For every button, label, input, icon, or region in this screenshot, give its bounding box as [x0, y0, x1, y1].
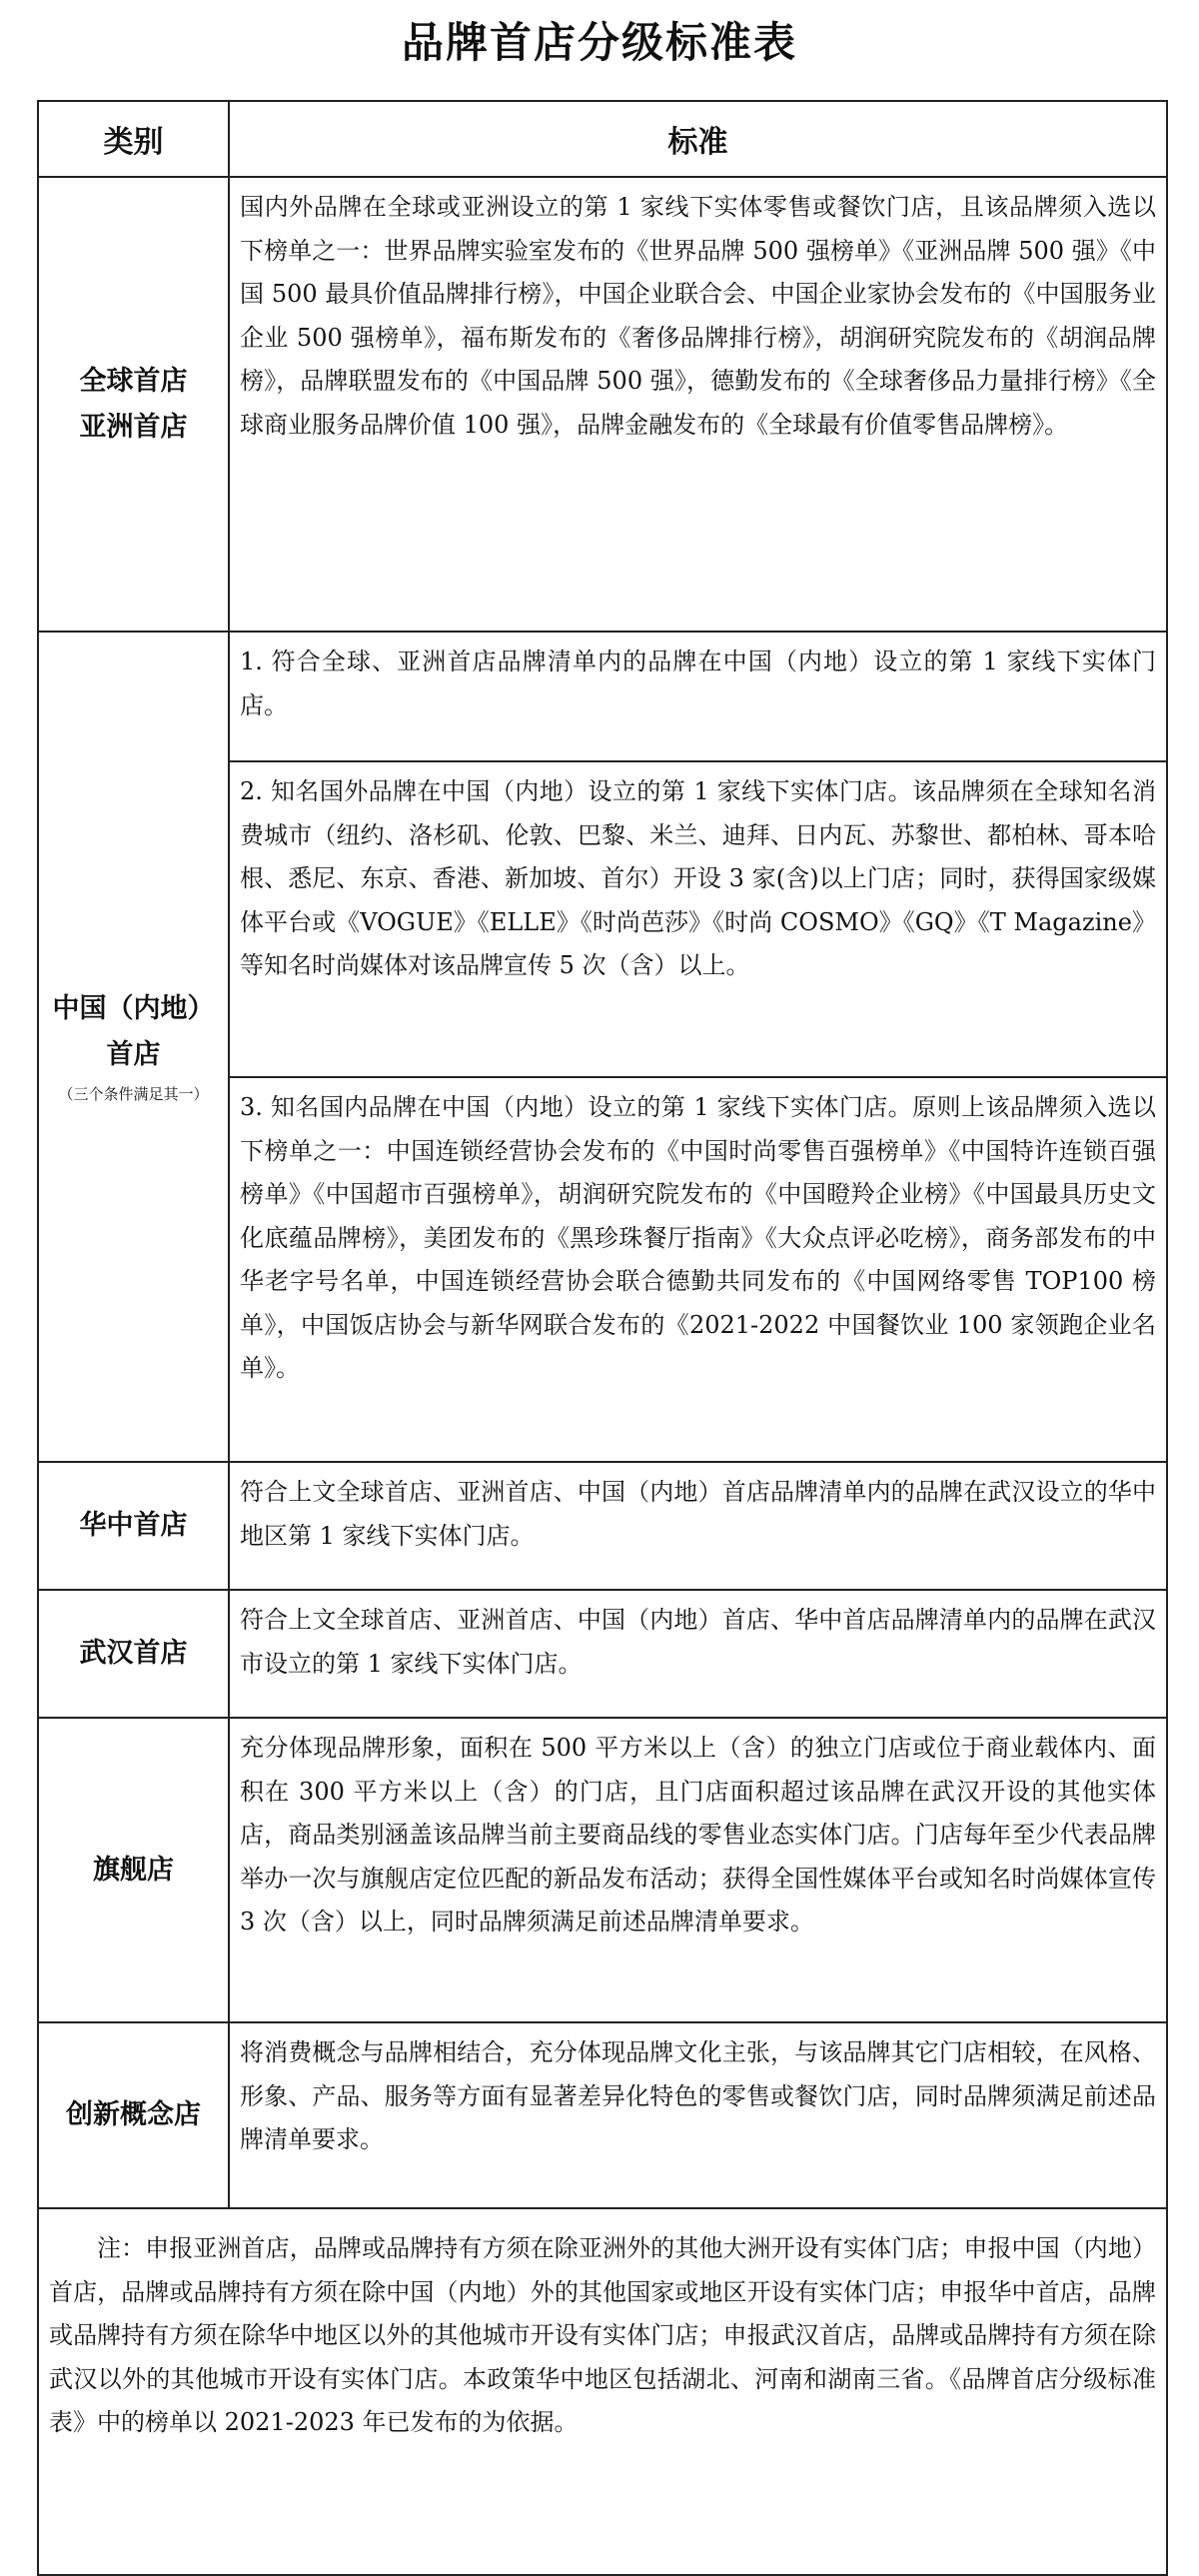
category-label: 华中首店 — [79, 1510, 188, 1541]
category-innovation-concept — [38, 2022, 229, 2208]
table-row — [38, 177, 1167, 632]
standards-table — [37, 100, 1168, 2576]
document-title: 品牌首店分级标准表 — [401, 18, 797, 67]
table-row — [38, 2208, 1167, 2575]
table-row — [38, 2022, 1167, 2208]
standard-china-condition-2: 2. 知名国外品牌在中国（内地）设立的第 1 家线下实体门店。该品牌须在全球知名消费城市（纽约、洛杉矶、伦敦、巴黎、米兰、迪拜、日内瓦、苏黎世、都柏林、哥本哈根、悉尼、东京、香港、新加坡、首尔）开设 3 家(含)以上门店；同时，获得国家级媒体平台或《VOGUE》《ELLE》《时尚芭莎》《时尚 COSMO》《GQ》《T Magazine》等知名时尚媒体对该品牌宣传 5 次（含）以上。 — [229, 761, 1167, 1077]
category-label: 亚洲首店 — [79, 411, 188, 443]
footnote: 注：申报亚洲首店，品牌或品牌持有方须在除亚洲外的其他大洲开设有实体门店；申报中国（内地）首店，品牌或品牌持有方须在除中国（内地）外的其他国家或地区开设有实体门店；申报华中首店，品牌或品牌持有方须在除华中地区以外的其他城市开设有实体门店；申报武汉首店，品牌或品牌持有方须在除武汉以外的其他城市开设有实体门店。本政策华中地区包括湖北、河南和湖南三省。《品牌首店分级标准表》中的榜单以 2021-2023 年已发布的为依据。 — [38, 2208, 1167, 2575]
category-label: 旗舰店 — [93, 1854, 174, 1886]
category-flagship — [38, 1718, 229, 2022]
category-note: （三个条件满足其一） — [58, 1084, 209, 1103]
header-category: 类别 — [38, 101, 229, 177]
category-label: 创新概念店 — [66, 2099, 201, 2130]
category-label: 中国（内地） — [52, 992, 215, 1024]
category-global-asia — [38, 177, 229, 632]
table-header-row — [38, 101, 1167, 177]
table-row — [38, 1590, 1167, 1718]
category-label: 全球首店 — [79, 365, 188, 397]
table-row — [38, 1718, 1167, 2022]
category-central-china — [38, 1462, 229, 1590]
standard-flagship: 充分体现品牌形象，面积在 500 平方米以上（含）的独立门店或位于商业载体内、面积在 300 平方米以上（含）的门店，且门店面积超过该品牌在武汉开设的其他实体店，商品类别涵盖该品牌当前主要商品线的零售业态实体门店。门店每年至少代表品牌举办一次与旗舰店定位匹配的新品发布活动；获得全国性媒体平台或知名时尚媒体宣传 3 次（含）以上，同时品牌须满足前述品牌清单要求。 — [229, 1718, 1167, 2022]
standard-china-condition-3: 3. 知名国内品牌在中国（内地）设立的第 1 家线下实体门店。原则上该品牌须入选以下榜单之一：中国连锁经营协会发布的《中国时尚零售百强榜单》《中国特许连锁百强榜单》《中国超市百强榜单》，胡润研究院发布的《中国瞪羚企业榜》《中国最具历史文化底蕴品牌榜》，美团发布的《黑珍珠餐厅指南》《大众点评必吃榜》，商务部发布的中华老字号名单，中国连锁经营协会联合德勤共同发布的《中国网络零售 TOP100 榜单》，中国饭店协会与新华网联合发布的《2021-2022 中国餐饮业 100 家领跑企业名单》。 — [229, 1077, 1167, 1462]
category-label: 武汉首店 — [79, 1638, 188, 1669]
table-row — [38, 632, 1167, 761]
header-standard: 标准 — [229, 101, 1167, 177]
standard-china-condition-1: 1. 符合全球、亚洲首店品牌清单内的品牌在中国（内地）设立的第 1 家线下实体门店。 — [229, 632, 1167, 761]
standard-central-china: 符合上文全球首店、亚洲首店、中国（内地）首店品牌清单内的品牌在武汉设立的华中地区第 1 家线下实体门店。 — [229, 1462, 1167, 1590]
standard-wuhan: 符合上文全球首店、亚洲首店、中国（内地）首店、华中首店品牌清单内的品牌在武汉市设立的第 1 家线下实体门店。 — [229, 1590, 1167, 1718]
table-row — [38, 1462, 1167, 1590]
standard-global-asia: 国内外品牌在全球或亚洲设立的第 1 家线下实体零售或餐饮门店，且该品牌须入选以下榜单之一：世界品牌实验室发布的《世界品牌 500 强榜单》《亚洲品牌 500 强》《中国 500 最具价值品牌排行榜》，中国企业联合会、中国企业家协会发布的《中国服务业企业 500 强榜单》，福布斯发布的《奢侈品牌排行榜》，胡润研究院发布的《胡润品牌榜》，品牌联盟发布的《中国品牌 500 强》，德勤发布的《全球奢侈品力量排行榜》《全球商业服务品牌价值 100 强》，品牌金融发布的《全球最有价值零售品牌榜》。 — [229, 177, 1167, 632]
category-china-mainland — [38, 632, 229, 1462]
standard-innovation-concept: 将消费概念与品牌相结合，充分体现品牌文化主张，与该品牌其它门店相较，在风格、形象、产品、服务等方面有显著差异化特色的零售或餐饮门店，同时品牌须满足前述品牌清单要求。 — [229, 2022, 1167, 2208]
category-wuhan — [38, 1590, 229, 1718]
category-label: 首店 — [106, 1038, 161, 1070]
